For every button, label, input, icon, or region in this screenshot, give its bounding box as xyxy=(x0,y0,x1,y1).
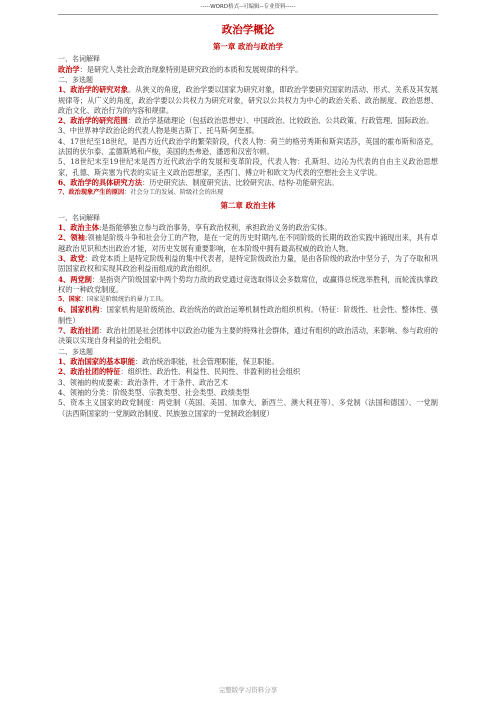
header-text: -----WORD格式--可编辑--专业资料----- xyxy=(200,4,296,10)
term-text: ：是指资产阶级国家中两个势均力敌的政党通过竞选取得议会多数席位，或赢得总统选举胜利，而轮流执掌政权的一种政党制度。 xyxy=(58,274,438,294)
term-text: ：国家机构是阶级统治、政治统治的政治运筹机制性政治组织机构。（特征：阶级性、社会性、整体性、强制性） xyxy=(58,305,438,325)
chapter-2-title: 第二章 政治主体 xyxy=(220,200,276,210)
paragraph xyxy=(58,275,438,296)
term-text: :是指能够独立参与政治事务，享有政治权利，承担政治义务的政治实体。 xyxy=(98,223,332,233)
term: 6、政治学的具体研究方法 xyxy=(58,177,143,187)
term: 3、政党 xyxy=(58,253,85,263)
paragraph xyxy=(58,188,438,198)
term: 7、政治现象产生的原因 xyxy=(58,189,125,197)
term-text: ：是研究人类社会政治现象特别是研究政治的本质和发展规律的科学。 xyxy=(79,64,303,74)
term: 4、两党制 xyxy=(58,274,92,284)
paragraph: 5、资本主义国家的政党制度：两党制（英国、美国、加拿大、新西兰、澳大利亚等）、多党制（法国和德国）、一党制（法西斯国家的一党制政治制度、民族独立国家的一党制政治制度） xyxy=(58,398,438,418)
paragraph xyxy=(58,367,438,377)
term: 政治学 xyxy=(58,64,80,74)
term: 6、国家机构 xyxy=(58,305,100,315)
term-text: ：历史研究法、制度研究法、比较研究法、结构-功能研究法。 xyxy=(142,177,339,187)
paragraph xyxy=(58,254,438,275)
paragraph: 4、领袖的分类：阶级类型、宗教类型、社会类型、政绩类型 xyxy=(58,388,250,398)
paragraph: 3、领袖的构成要素：政治条件、才干条件、政治艺术 xyxy=(58,377,228,387)
term: 1、政治学的研究对象 xyxy=(58,85,128,95)
section-heading: 一、名词解释 xyxy=(58,55,100,63)
term: 1、政治国家的基本职能 xyxy=(58,357,135,367)
section-heading: 二、多选题 xyxy=(58,347,93,356)
term-text: ：政治统治职能，社会管理职能，保卫职能。 xyxy=(134,357,279,367)
term: 2、领袖 xyxy=(58,233,85,243)
paragraph xyxy=(58,305,438,326)
paragraph: 4、17世纪至18世纪，是西方近代政治学的繁荣阶段，代表人物：荷兰的格劳秀斯和斯宾诺莎，英国的霍布斯和洛克，法国的伏尔泰、孟德斯鸠和卢梭，美国的杰弗逊、潘恩和汉密尔顿。 xyxy=(58,136,438,157)
term: 1、政治主体 xyxy=(58,223,99,233)
paragraph xyxy=(58,178,438,188)
section-heading: 一、名词解释 xyxy=(58,213,100,222)
term: 7、政治社团 xyxy=(58,326,100,336)
page-footer: 完整版学习资料分享 xyxy=(218,686,278,694)
term: 2、政治社团的特征 xyxy=(58,367,121,377)
term-text: ：组织性、政治性、利益性、民间性、非盈利的社会组织 xyxy=(120,367,301,377)
paragraph xyxy=(58,116,438,126)
page-header xyxy=(58,2,438,15)
term-text: :领袖是阶级斗争和社会分工的产物，是在一定的历史时期内,在不同阶级的长期的政治实践中涌现出来，具有卓越政治见识和杰出政治才能，对历史发展有重要影响，在本阶级中拥有最高权威的政治人物。 xyxy=(58,233,438,253)
term-text: ：政治学基础理论（包括政治思想史）、中国政治、比较政治、公共政策、行政管理、国际政治。 xyxy=(127,116,434,126)
term: 5、国家 xyxy=(58,296,81,304)
paragraph xyxy=(58,85,438,116)
term-text: ：国家是阶级统治的暴力工具。 xyxy=(80,296,168,304)
term-text: ：政党本质上是特定阶级利益的集中代表者，是特定阶级政治力量，是由各阶级的政治中坚分子，为了夺取和巩固国家政权和实现其政治利益而组成的政治组织。 xyxy=(58,253,438,274)
document-title: 政治学概论 xyxy=(221,24,275,36)
paragraph xyxy=(58,326,438,347)
term: 2、政治学的研究范围 xyxy=(58,116,128,126)
paragraph xyxy=(58,65,438,75)
chapter-1-title: 第一章 政治与政治学 xyxy=(212,42,284,51)
paragraph xyxy=(58,233,438,254)
term-text: 。从狭义的角度，政治学要以国家为研究对象，即政治学要研究国家的活动、形式、关系及其发展规律等；从广义的角度，政治学要以公共权力为研究对象，研究以公共权力为中心的政治关系、政治制度、政治思想、政治文化、政治行为的内容和规律。 xyxy=(58,85,438,115)
term-text: ：政治社团是社会团体中以政治功能为主要的特殊社会群体，通过有组织的政治活动，来影响、参与政府的决策以实现自身利益的社会组织。 xyxy=(58,326,438,346)
document-body xyxy=(58,40,438,419)
paragraph xyxy=(58,357,438,367)
section-heading: 二、多选题 xyxy=(58,75,93,84)
paragraph: 5、18世纪末至19世纪末是西方近代政治学的发展和变革阶段，代表人物：孔斯坦、边沁为代表的自由主义政治思想家，孔德、斯宾塞为代表的实证主义政治思想家，圣西门、傅立叶和欧文为代表的空想社会主义学说。 xyxy=(58,157,438,177)
term-text: ：社会分工的发展、阶级社会的出现 xyxy=(124,189,224,197)
paragraph: 3、中世界神学政治论的代表人物是奥古斯丁、托马斯·阿奎那。 xyxy=(58,126,259,136)
paragraph xyxy=(58,223,438,233)
paragraph xyxy=(58,295,438,305)
